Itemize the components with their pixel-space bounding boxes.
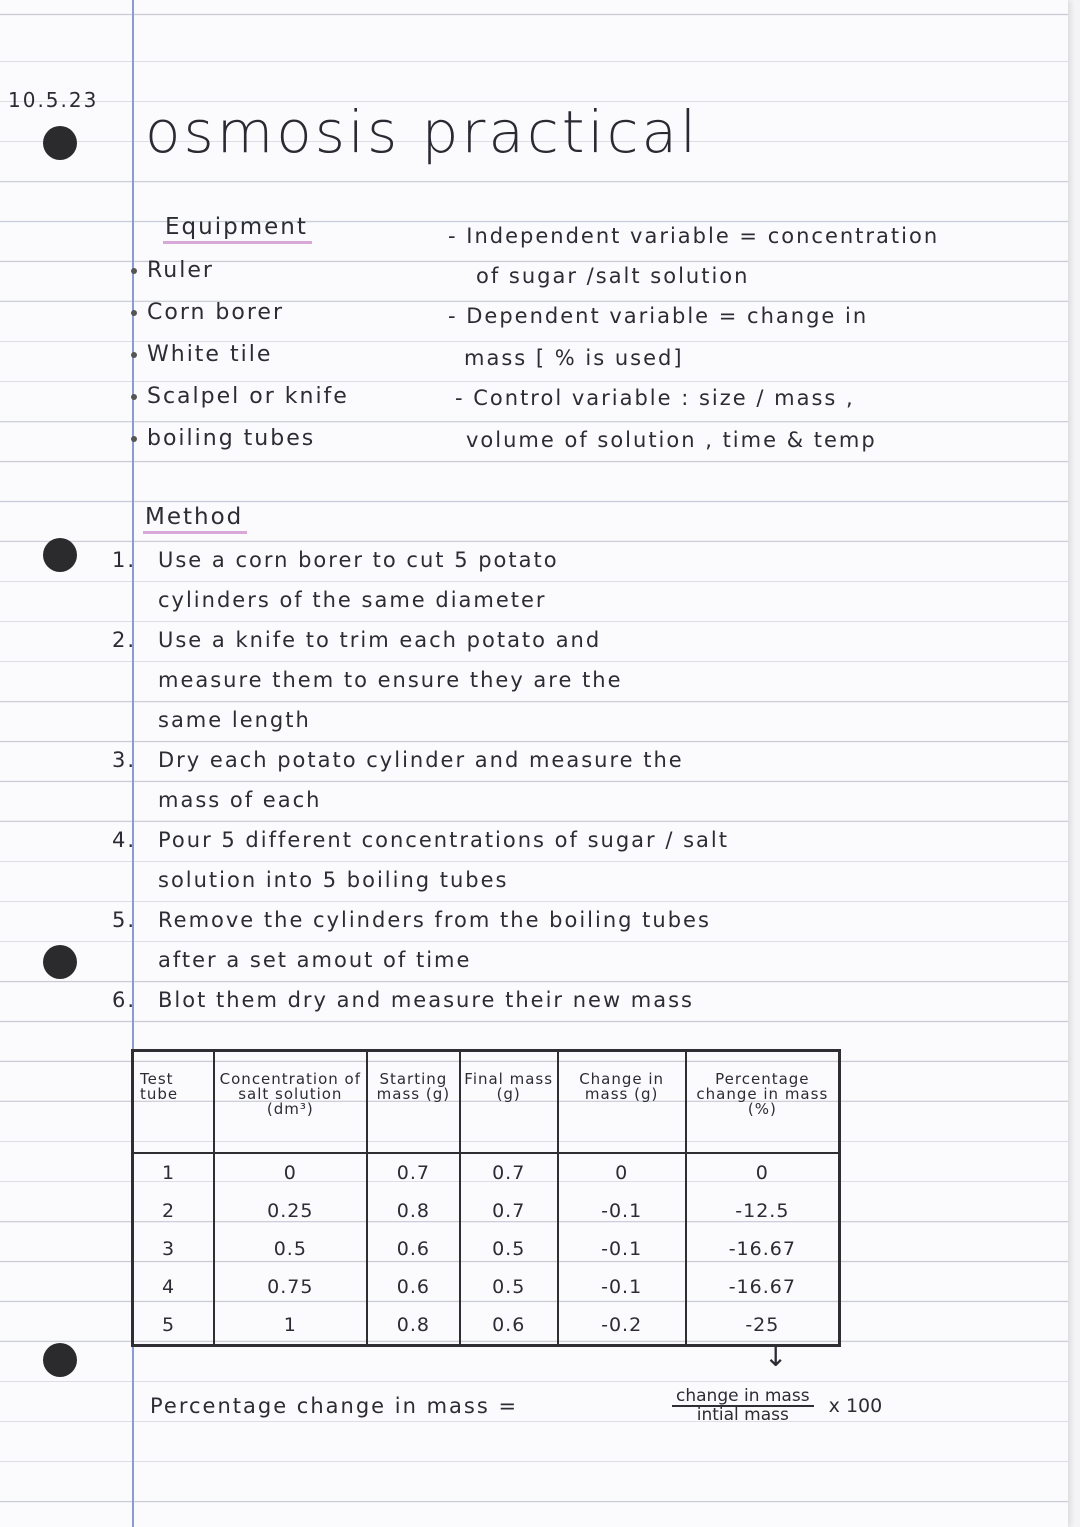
column-header: Test tube bbox=[133, 1051, 214, 1154]
method-step: 4. Pour 5 different concentrations of sugar / salt bbox=[112, 828, 729, 852]
table-cell: 4 bbox=[133, 1268, 214, 1306]
method-step: measure them to ensure they are the bbox=[158, 668, 623, 692]
method-step: 5. Remove the cylinders from the boiling tubes bbox=[112, 908, 711, 932]
variable-line: - Independent variable = concentration bbox=[448, 224, 940, 248]
method-heading: Method bbox=[143, 504, 247, 534]
table-row bbox=[133, 1268, 840, 1306]
list-item: White tile bbox=[131, 342, 272, 367]
method-step: after a set amout of time bbox=[158, 948, 472, 972]
table-row bbox=[133, 1306, 840, 1346]
table-cell: 0.8 bbox=[367, 1306, 460, 1346]
binder-hole bbox=[43, 945, 77, 979]
list-item: Scalpel or knife bbox=[131, 384, 349, 409]
method-step: 2. Use a knife to trim each potato and bbox=[112, 628, 602, 652]
table-cell: 1 bbox=[133, 1153, 214, 1192]
down-arrow-icon: ↓ bbox=[764, 1340, 788, 1373]
formula-multiplier: x 100 bbox=[828, 1395, 883, 1417]
table-cell: 2 bbox=[133, 1192, 214, 1230]
method-step: 1. Use a corn borer to cut 5 potato bbox=[112, 548, 559, 572]
bullet-icon bbox=[131, 394, 137, 400]
binder-hole bbox=[43, 126, 77, 160]
formula-label: Percentage change in mass = bbox=[150, 1394, 519, 1418]
table-cell: 0 bbox=[686, 1153, 840, 1192]
table-cell: -0.2 bbox=[558, 1306, 686, 1346]
variable-line: of sugar /salt solution bbox=[476, 264, 750, 288]
table-cell: -16.67 bbox=[686, 1268, 840, 1306]
bullet-icon bbox=[131, 352, 137, 358]
page-title: osmosis practical bbox=[145, 98, 700, 166]
table-cell: 0.75 bbox=[214, 1268, 367, 1306]
table-header-row bbox=[133, 1051, 840, 1154]
bullet-icon bbox=[131, 268, 137, 274]
method-step: mass of each bbox=[158, 788, 322, 812]
bullet-icon bbox=[131, 436, 137, 442]
table-row bbox=[133, 1153, 840, 1192]
list-item: boiling tubes bbox=[131, 426, 315, 451]
table-cell: -0.1 bbox=[558, 1268, 686, 1306]
column-header: Starting mass (g) bbox=[367, 1051, 460, 1154]
variable-line: - Control variable : size / mass , bbox=[455, 386, 855, 410]
binder-hole bbox=[43, 538, 77, 572]
column-header: Change in mass (g) bbox=[558, 1051, 686, 1154]
method-step: same length bbox=[158, 708, 311, 732]
table-cell: -0.1 bbox=[558, 1192, 686, 1230]
table-row bbox=[133, 1230, 840, 1268]
table-cell: 0.5 bbox=[460, 1268, 558, 1306]
table-cell: 0 bbox=[558, 1153, 686, 1192]
table-cell: -12.5 bbox=[686, 1192, 840, 1230]
formula-denominator: intial mass bbox=[696, 1405, 789, 1425]
table-cell: 0.25 bbox=[214, 1192, 367, 1230]
table-row bbox=[133, 1192, 840, 1230]
table-cell: 1 bbox=[214, 1306, 367, 1346]
method-step: 6. Blot them dry and measure their new mass bbox=[112, 988, 695, 1012]
table-cell: 0.5 bbox=[460, 1230, 558, 1268]
table-cell: 0 bbox=[214, 1153, 367, 1192]
table-cell: -16.67 bbox=[686, 1230, 840, 1268]
column-header: Concentration of salt solution (dm³) bbox=[214, 1051, 367, 1154]
method-step: cylinders of the same diameter bbox=[158, 588, 547, 612]
results-table bbox=[131, 1049, 841, 1347]
formula-fraction bbox=[672, 1388, 814, 1424]
bullet-icon bbox=[131, 310, 137, 316]
date: 10.5.23 bbox=[8, 88, 99, 112]
column-header: Percentage change in mass (%) bbox=[686, 1051, 840, 1154]
table-cell: 0.7 bbox=[460, 1153, 558, 1192]
list-item: Corn borer bbox=[131, 300, 284, 325]
table-cell: 0.6 bbox=[367, 1230, 460, 1268]
table-cell: -25 bbox=[686, 1306, 840, 1346]
table-cell: 5 bbox=[133, 1306, 214, 1346]
table-cell: 0.6 bbox=[460, 1306, 558, 1346]
table-cell: 0.7 bbox=[460, 1192, 558, 1230]
variable-line: - Dependent variable = change in bbox=[448, 304, 869, 328]
variable-line: mass [ % is used] bbox=[464, 346, 684, 370]
table-cell: -0.1 bbox=[558, 1230, 686, 1268]
table-cell: 0.5 bbox=[214, 1230, 367, 1268]
table-cell: 0.6 bbox=[367, 1268, 460, 1306]
table-cell: 0.7 bbox=[367, 1153, 460, 1192]
method-step: 3. Dry each potato cylinder and measure the bbox=[112, 748, 684, 772]
variable-line: volume of solution , time & temp bbox=[466, 428, 877, 452]
formula-numerator: change in mass bbox=[672, 1388, 814, 1407]
column-header: Final mass (g) bbox=[460, 1051, 558, 1154]
list-item: Ruler bbox=[131, 258, 214, 283]
binder-hole bbox=[43, 1343, 77, 1377]
table-cell: 0.8 bbox=[367, 1192, 460, 1230]
method-step: solution into 5 boiling tubes bbox=[158, 868, 509, 892]
table-cell: 3 bbox=[133, 1230, 214, 1268]
equipment-heading: Equipment bbox=[163, 214, 312, 244]
formula bbox=[672, 1388, 882, 1424]
